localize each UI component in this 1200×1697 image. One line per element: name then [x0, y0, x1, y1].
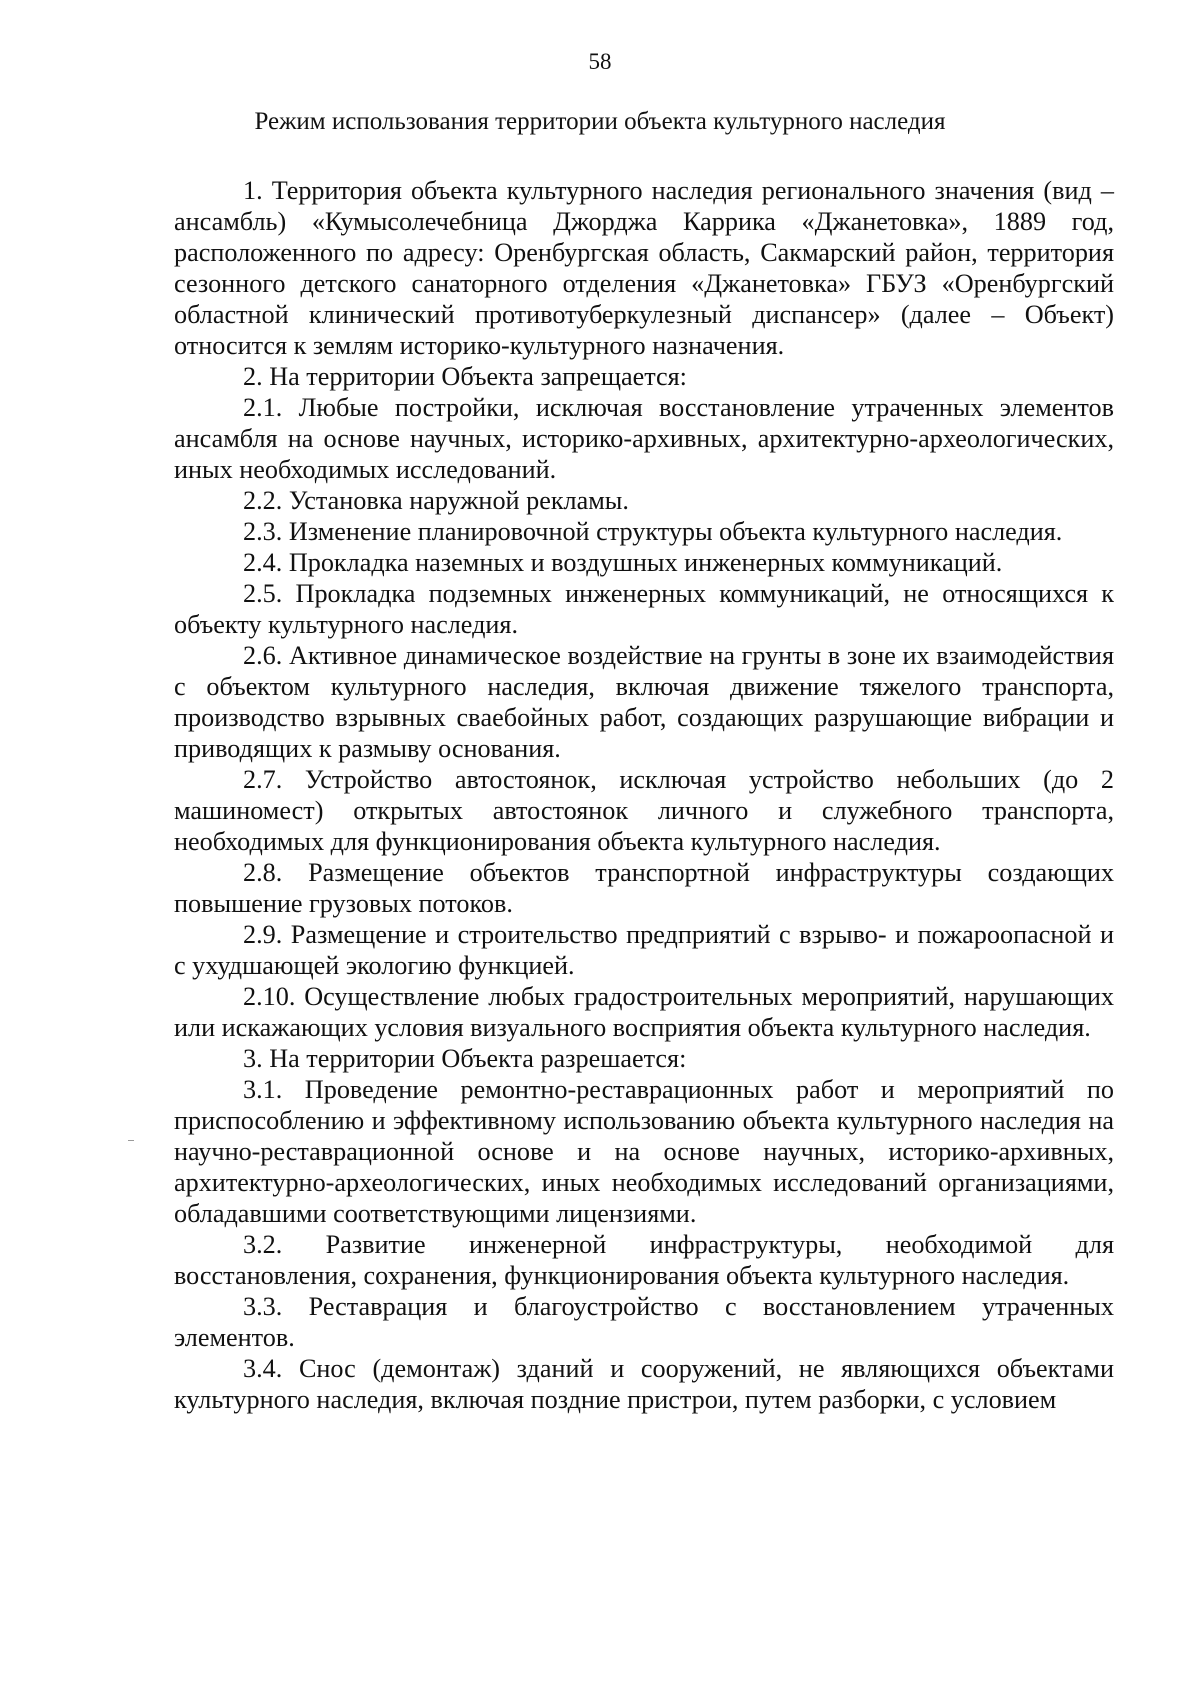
- paragraph-2-10: 2.10. Осуществление любых градостроительных мероприятий, нарушающих или искажающих условия визуального восприятия объекта культурного наследия.: [174, 982, 1114, 1042]
- paragraph-3-3: 3.3. Реставрация и благоустройство с восстановлением утраченных элементов.: [174, 1292, 1114, 1352]
- paragraph-3-1: 3.1. Проведение ремонтно-реставрационных работ и мероприятий по приспособлению и эффективному использованию объекта культурного наследия на научно-реставрационной основе и на основе научных, историко-архивных, архитектурно-археологических, иных необходимых исследований организациями, обладавшими соответствующими лицензиями.: [174, 1075, 1114, 1228]
- page-number: 58: [588, 49, 612, 74]
- paragraph-3: 3. На территории Объекта разрешается:: [243, 1044, 687, 1073]
- paragraph-2-4: 2.4. Прокладка наземных и воздушных инженерных коммуникаций.: [243, 548, 1003, 577]
- paragraph-2-5: 2.5. Прокладка подземных инженерных коммуникаций, не относящихся к объекту культурного наследия.: [174, 579, 1114, 639]
- margin-scan-mark: [128, 1140, 134, 1141]
- paragraph-2-6: 2.6. Активное динамическое воздействие на грунты в зоне их взаимодействия с объектом культурного наследия, включая движение тяжелого транспорта, производство взрывных свaeбойных работ, создающих разрушающие вибрации и приводящих к размыву основания.: [174, 641, 1114, 763]
- paragraph-3-2: 3.2. Развитие инженерной инфраструктуры, необходимой для восстановления, сохранения, функционирования объекта культурного наследия.: [174, 1230, 1114, 1290]
- paragraph-1: 1. Территория объекта культурного наследия регионального значения (вид – ансамбль) «Кумысолечебница Джорджа Каррика «Джанетовка», 1889 год, расположенного по адресу: Оренбургская область, Сакмарский район, территория сезонного детского санаторного отделения «Джанетовка» ГБУЗ «Оренбургский областной клинический противотуберкулезный диспансер» (далее – Объект) относится к землям историко-культурного назначения.: [174, 176, 1114, 360]
- document-body: [174, 175, 1114, 1415]
- paragraph-2-7: 2.7. Устройство автостоянок, исключая устройство небольших (до 2 машиномест) открытых автостоянок личного и служебного транспорта, необходимых для функционирования объекта культурного наследия.: [174, 765, 1114, 856]
- paragraph-2-9: 2.9. Размещение и строительство предприятий с взрыво- и пожароопасной и с ухудшающей экологию функцией.: [174, 920, 1114, 980]
- paragraph-2: 2. На территории Объекта запрещается:: [243, 362, 687, 391]
- paragraph-2-1: 2.1. Любые постройки, исключая восстановление утраченных элементов ансамбля на основе научных, историко-архивных, архитектурно-археологических, иных необходимых исследований.: [174, 393, 1114, 484]
- paragraph-3-4: 3.4. Снос (демонтаж) зданий и сооружений, не являющихся объектами культурного наследия, включая поздние пристрои, путем разборки, с условием: [174, 1354, 1114, 1414]
- paragraph-2-8: 2.8. Размещение объектов транспортной инфраструктуры создающих повышение грузовых потоков.: [174, 858, 1114, 918]
- document-title: Режим использования территории объекта культурного наследия: [254, 108, 946, 135]
- paragraph-2-3: 2.3. Изменение планировочной структуры объекта культурного наследия.: [243, 517, 1063, 546]
- paragraph-2-2: 2.2. Установка наружной рекламы.: [243, 486, 629, 515]
